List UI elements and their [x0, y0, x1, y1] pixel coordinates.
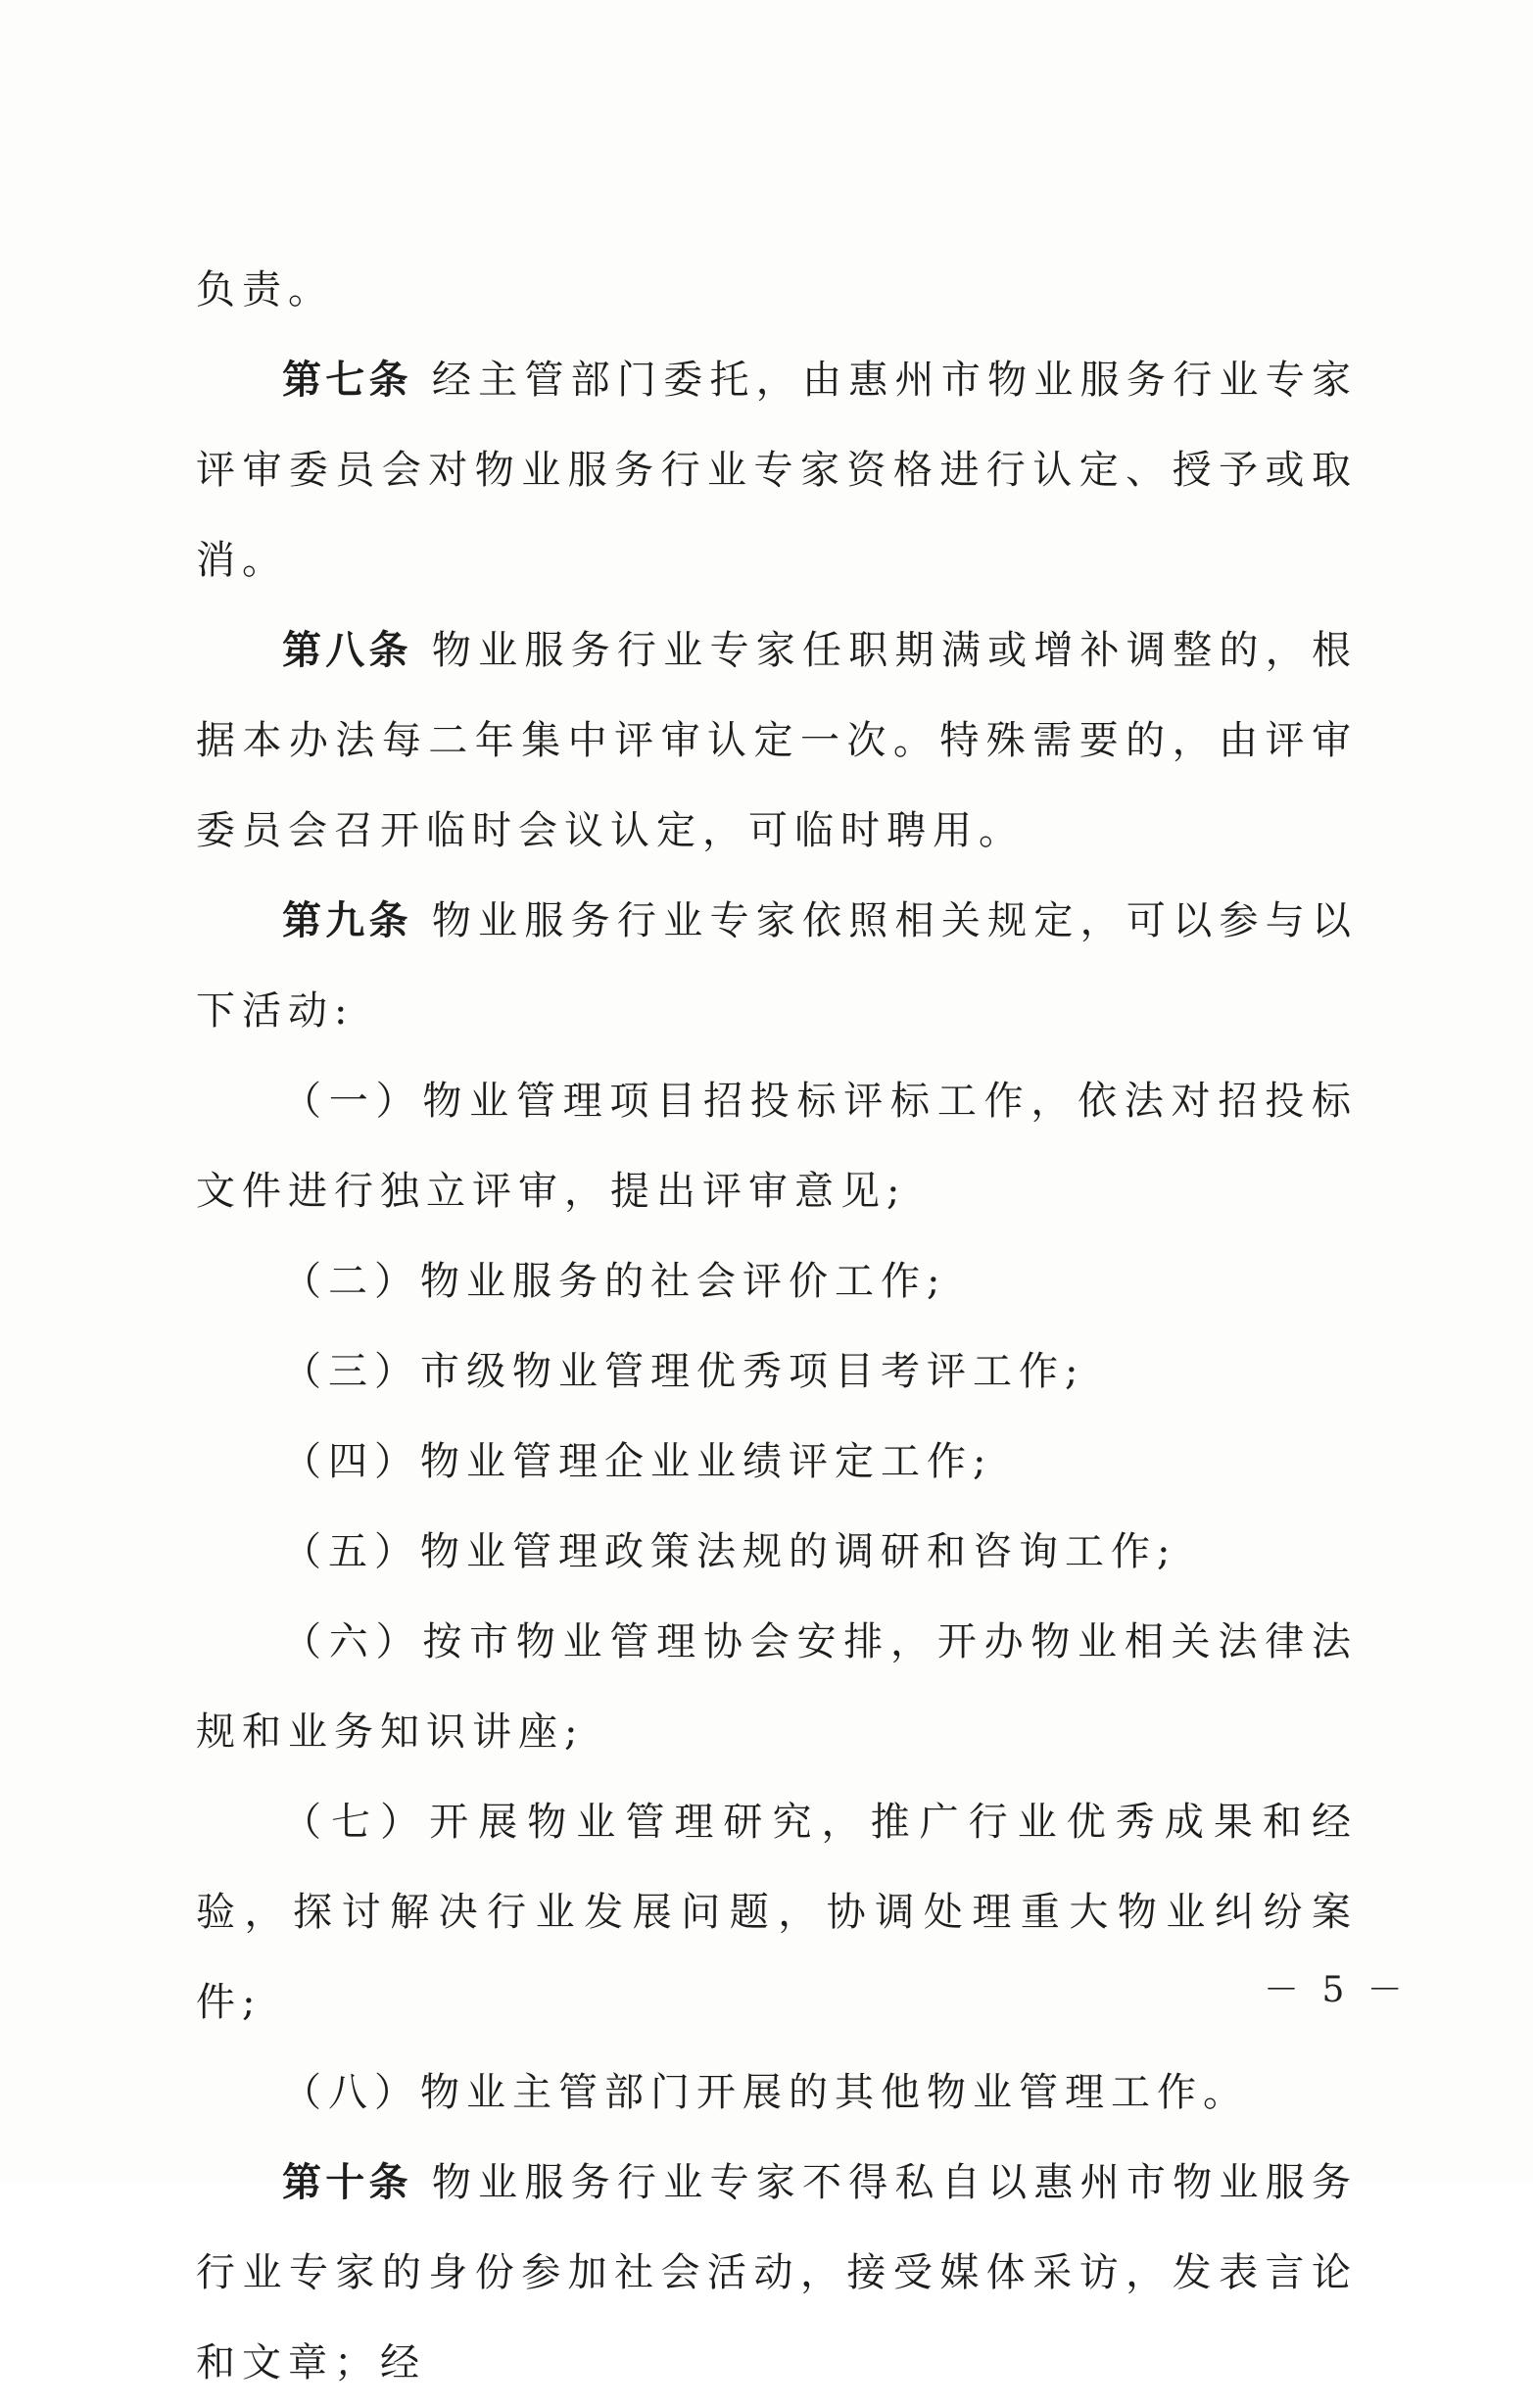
list-item-text: （一）物业管理项目招投标评标工作，依法对招投标文件进行独立评审，提出评审意见;: [196, 1079, 1358, 1214]
list-item-5: [196, 1507, 1358, 1597]
list-item-3: [196, 1326, 1358, 1417]
clause-title: 第九条: [282, 898, 412, 943]
paragraph-text: 负责。: [196, 267, 334, 313]
clause-title: 第七条: [282, 358, 412, 403]
clause-text: 物业服务行业专家不得私自以惠州市物业服务行业专家的身份参加社会活动，接受媒体采访，发表言论和文章；经: [196, 2160, 1359, 2385]
list-item-text: （三）市级物业管理优秀项目考评工作;: [282, 1349, 1085, 1394]
list-item-text: （二）物业服务的社会评价工作;: [282, 1259, 947, 1304]
clause-10: [196, 2138, 1358, 2408]
list-item-7: [196, 1777, 1358, 2047]
paragraph-continuation: [196, 245, 1358, 335]
clause-text: 经主管部门委托，由惠州市物业服务行业专家评审委员会对物业服务行业专家资格进行认定、授予或取消。: [196, 358, 1359, 583]
clause-title: 第八条: [282, 628, 412, 673]
list-item-8: [196, 2047, 1358, 2138]
clause-9: [196, 876, 1358, 1056]
list-item-1: [196, 1056, 1358, 1236]
list-item-6: [196, 1597, 1358, 1777]
clause-text: 物业服务行业专家任职期满或增补调整的，根据本办法每二年集中评审认定一次。特殊需要的，由评审委员会召开临时会议认定，可临时聘用。: [196, 628, 1359, 853]
clause-text: 物业服务行业专家依照相关规定，可以参与以下活动:: [196, 898, 1359, 1034]
list-item-2: [196, 1236, 1358, 1326]
clause-title: 第十条: [282, 2160, 412, 2205]
list-item-text: （四）物业管理企业业绩评定工作;: [282, 1439, 993, 1484]
list-item-text: （七）开展物业管理研究，推广行业优秀成果和经验，探讨解决行业发展问题，协调处理重大物业纠纷案件;: [196, 1800, 1358, 2025]
page-number: － 5 －: [1264, 1970, 1409, 2010]
document-body: [196, 245, 1358, 2408]
list-item-text: （五）物业管理政策法规的调研和咨询工作;: [282, 1529, 1177, 1574]
list-item-4: [196, 1417, 1358, 1507]
list-item-text: （六）按市物业管理协会安排，开办物业相关法律法规和业务知识讲座;: [196, 1619, 1358, 1755]
clause-7: [196, 335, 1358, 605]
clause-8: [196, 605, 1358, 876]
list-item-text: （八）物业主管部门开展的其他物业管理工作。: [282, 2070, 1249, 2115]
